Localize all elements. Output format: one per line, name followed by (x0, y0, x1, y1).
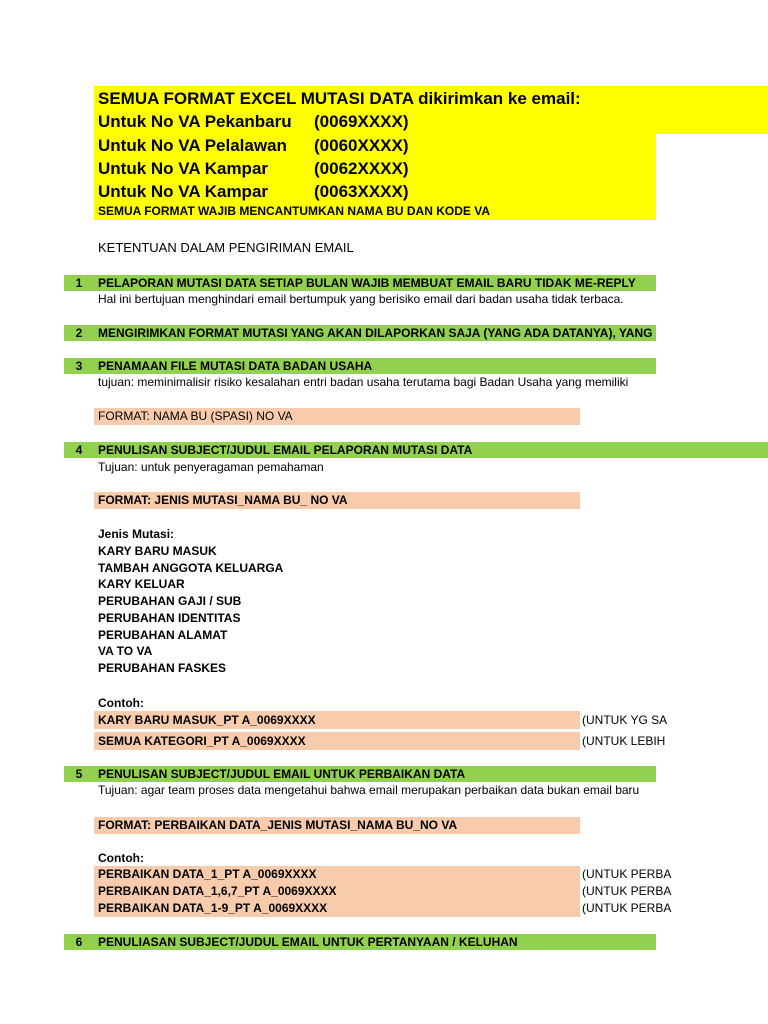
section-3-title: PENAMAAN FILE MUTASI DATA BADAN USAHA (98, 359, 373, 373)
jenis-mutasi-item: KARY KELUAR (98, 577, 185, 591)
section-5-title: PENULISAN SUBJECT/JUDUL EMAIL UNTUK PERBAIKAN DATA (98, 767, 466, 781)
section-2-number: 2 (75, 326, 83, 340)
section-1-title: PELAPORAN MUTASI DATA SETIAP BULAN WAJIB MEMBUAT EMAIL BARU TIDAK ME-REPLY (98, 276, 636, 290)
contoh-note: (UNTUK YG SA (582, 713, 668, 727)
jenis-mutasi-title: Jenis Mutasi: (98, 527, 175, 541)
contoh-label: Contoh: (98, 696, 144, 710)
section-1-desc: Hal ini bertujuan menghindari email bertumpuk yang berisiko email dari badan usaha tidak terbaca. (98, 292, 624, 306)
jenis-mutasi-item: PERUBAHAN FASKES (98, 661, 227, 675)
contoh-label: Contoh: (98, 851, 144, 865)
section-3-format: FORMAT: NAMA BU (SPASI) NO VA (94, 408, 580, 425)
section-5-format: FORMAT: PERBAIKAN DATA_JENIS MUTASI_NAMA BU_NO VA (94, 817, 580, 834)
va-pelalawan-label: Untuk No VA Pelalawan (98, 136, 287, 155)
contoh-note: (UNTUK LEBIH (582, 734, 666, 748)
section-5-number: 5 (75, 767, 83, 781)
section-4-number: 4 (75, 443, 83, 457)
contoh-note: (UNTUK PERBA (582, 884, 672, 898)
header-note: SEMUA FORMAT WAJIB MENCANTUMKAN NAMA BU DAN KODE VA (98, 204, 490, 218)
section-2-title: MENGIRIMKAN FORMAT MUTASI YANG AKAN DILAPORKAN SAJA (YANG ADA DATANYA), YANG (98, 326, 653, 340)
contoh-row: PERBAIKAN DATA_1_PT A_0069XXXX (98, 867, 317, 881)
section-4-title: PENULISAN SUBJECT/JUDUL EMAIL PELAPORAN MUTASI DATA (98, 443, 473, 457)
contoh-row: KARY BARU MASUK_PT A_0069XXXX (94, 711, 580, 729)
section-4-format: FORMAT: JENIS MUTASI_NAMA BU_ NO VA (94, 492, 580, 509)
contoh-row: SEMUA KATEGORI_PT A_0069XXXX (94, 732, 580, 750)
contoh-note: (UNTUK PERBA (582, 867, 672, 881)
jenis-mutasi-item: PERUBAHAN IDENTITAS (98, 611, 241, 625)
section-5-desc: Tujuan: agar team proses data mengetahui bahwa email merupakan perbaikan data bukan email baru (98, 783, 640, 797)
ketentuan-title: KETENTUAN DALAM PENGIRIMAN EMAIL (98, 240, 354, 255)
va-pelalawan-code: (0060XXXX) (314, 136, 409, 155)
header-title: SEMUA FORMAT EXCEL MUTASI DATA dikirimkan ke email: (98, 89, 581, 108)
jenis-mutasi-item: PERUBAHAN ALAMAT (98, 628, 228, 642)
va-kampar2-label: Untuk No VA Kampar (98, 182, 269, 201)
va-kampar-label: Untuk No VA Kampar (98, 159, 269, 178)
jenis-mutasi-item: VA TO VA (98, 644, 153, 658)
va-pekanbaru-label: Untuk No VA Pekanbaru (98, 112, 292, 131)
section-4-desc: Tujuan: untuk penyeragaman pemahaman (98, 460, 324, 474)
contoh-row: PERBAIKAN DATA_1-9_PT A_0069XXXX (98, 901, 328, 915)
va-pekanbaru-code: (0069XXXX) (314, 112, 409, 131)
va-kampar2-code: (0063XXXX) (314, 182, 409, 201)
jenis-mutasi-item: KARY BARU MASUK (98, 544, 217, 558)
section-3-desc: tujuan: meminimalisir risiko kesalahan entri badan usaha terutama bagi Badan Usaha yang memiliki (98, 375, 629, 389)
section-6-number: 6 (75, 935, 83, 949)
contoh-note: (UNTUK PERBA (582, 901, 672, 915)
section-1-number: 1 (75, 276, 83, 290)
section-3-number: 3 (75, 359, 83, 373)
jenis-mutasi-item: PERUBAHAN GAJI / SUB (98, 594, 242, 608)
section-6-title: PENULIASAN SUBJECT/JUDUL EMAIL UNTUK PERTANYAAN / KELUHAN (98, 935, 518, 949)
jenis-mutasi-item: TAMBAH ANGGOTA KELUARGA (98, 561, 284, 575)
va-kampar-code: (0062XXXX) (314, 159, 409, 178)
contoh-row: PERBAIKAN DATA_1,6,7_PT A_0069XXXX (98, 884, 337, 898)
